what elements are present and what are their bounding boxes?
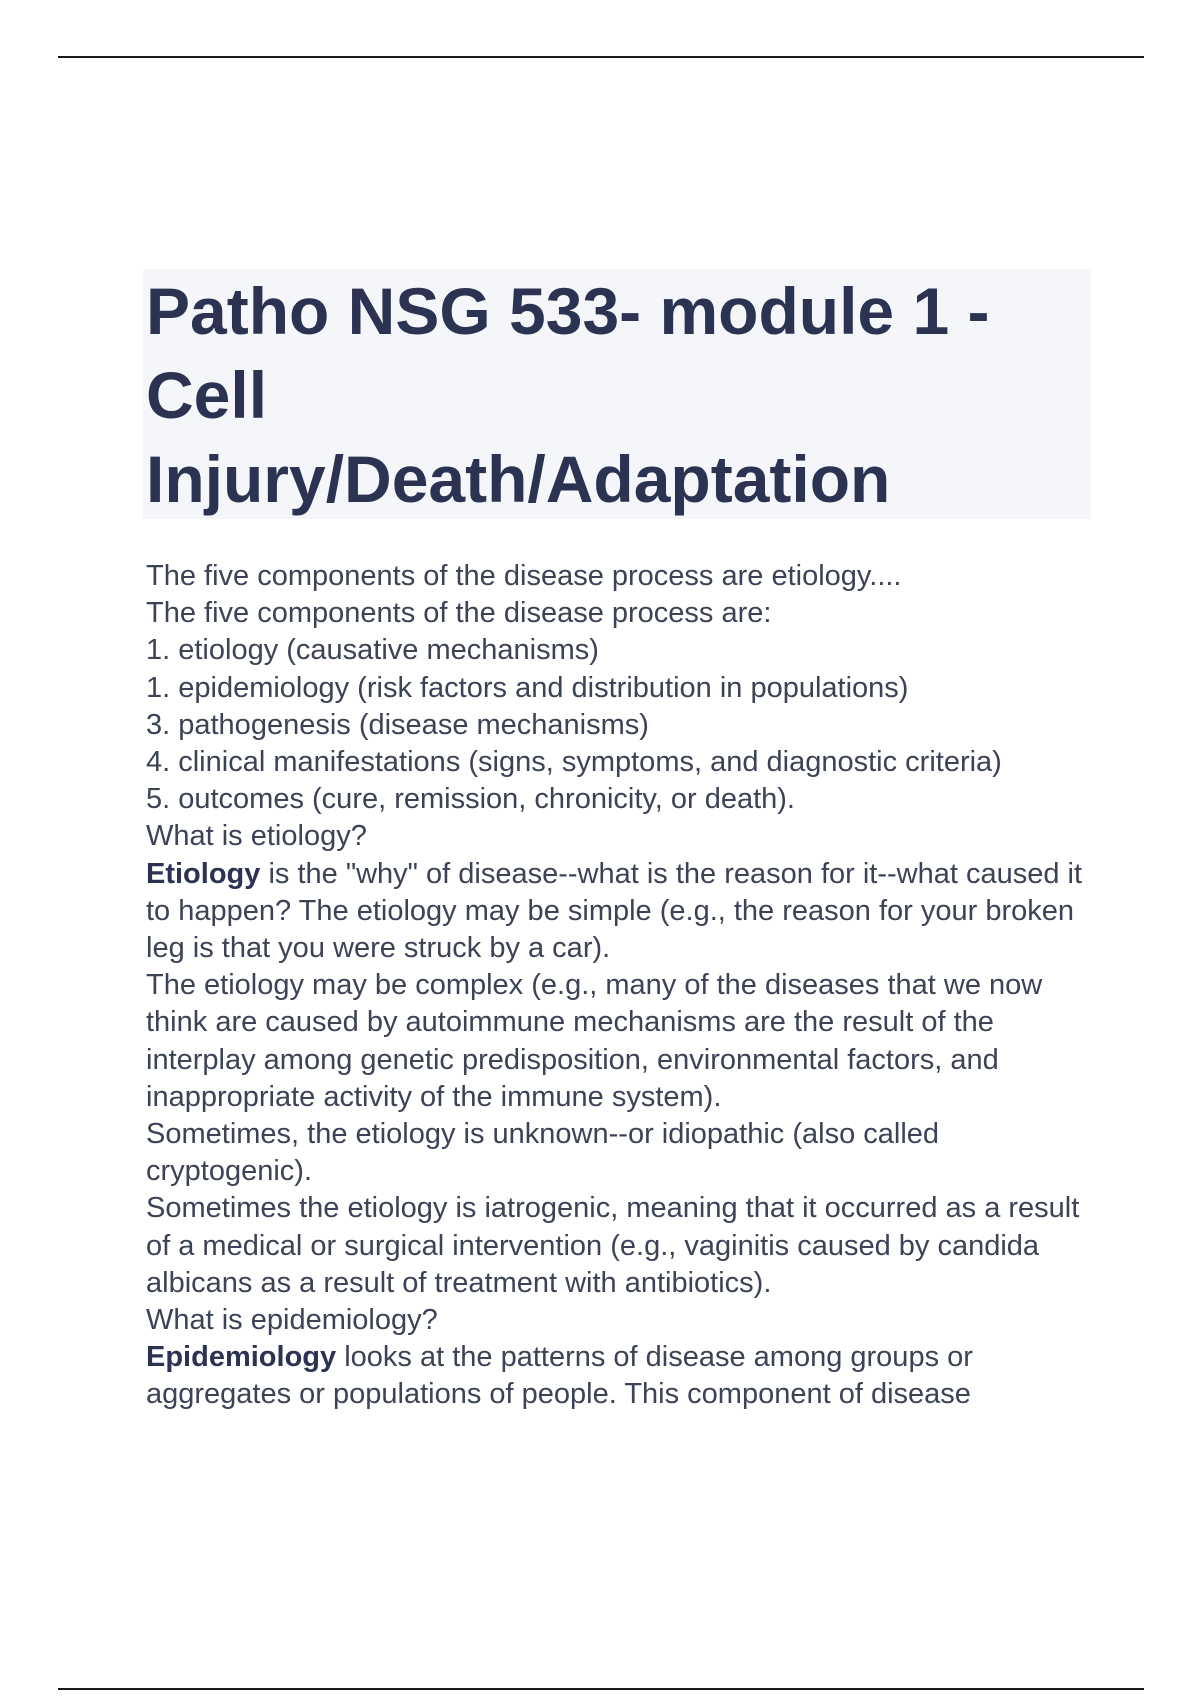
etiology-definition-text: is the "why" of disease--what is the reason for it--what caused it to happen? The etiology may be simple (e.g., the reason for your broken leg is that you were struck by a car). xyxy=(146,857,1083,965)
paragraph-etiology-unknown: Sometimes, the etiology is unknown--or idiopathic (also called cryptogenic). xyxy=(146,1118,940,1188)
list-item-clinical-manifestations: 4. clinical manifestations (signs, symptoms, and diagnostic criteria) xyxy=(146,746,1002,779)
document-body xyxy=(146,558,1096,1414)
question-etiology: What is etiology? xyxy=(146,820,367,853)
paragraph-epidemiology-definition xyxy=(146,1339,1096,1413)
list-item-pathogenesis: 3. pathogenesis (disease mechanisms) xyxy=(146,708,649,741)
term-epidemiology: Epidemiology xyxy=(146,1341,337,1374)
paragraph-etiology-iatrogenic: Sometimes the etiology is iatrogenic, meaning that it occurred as a result of a medical or surgical intervention (e.g., vaginitis caused by candida albicans as a result of treatment with antibiotics). xyxy=(146,1192,1080,1299)
epidemiology-definition-text: looks at the patterns of disease among groups or aggregates or populations of people. This component of disease xyxy=(146,1341,973,1411)
list-item-outcomes: 5. outcomes (cure, remission, chronicity, or death). xyxy=(146,783,795,816)
list-item-etiology: 1. etiology (causative mechanisms) xyxy=(146,634,599,667)
paragraph-intro: The five components of the disease process are etiology.... xyxy=(146,560,902,592)
list-item-epidemiology: 1. epidemiology (risk factors and distribution in populations) xyxy=(146,671,909,704)
term-etiology: Etiology xyxy=(146,857,261,890)
title-line-3: Injury/Death/Adaptation xyxy=(146,442,891,516)
paragraph-etiology-complex: The etiology may be complex (e.g., many of the diseases that we now think are caused by autoimmune mechanisms are the result of the interplay among genetic predisposition, environmental factors, and inappropriate activity of the immune system). xyxy=(146,969,1043,1113)
paragraph-components-heading: The five components of the disease process are: xyxy=(146,597,772,630)
bottom-rule xyxy=(58,1688,1144,1690)
top-rule xyxy=(58,56,1144,58)
question-epidemiology: What is epidemiology? xyxy=(146,1304,438,1337)
title-block xyxy=(143,269,1091,519)
title-line-1: Patho NSG 533- module 1 - xyxy=(146,274,990,348)
title-line-2: Cell xyxy=(146,358,268,432)
document-title xyxy=(146,269,1091,521)
paragraph-etiology-definition xyxy=(146,856,1096,968)
